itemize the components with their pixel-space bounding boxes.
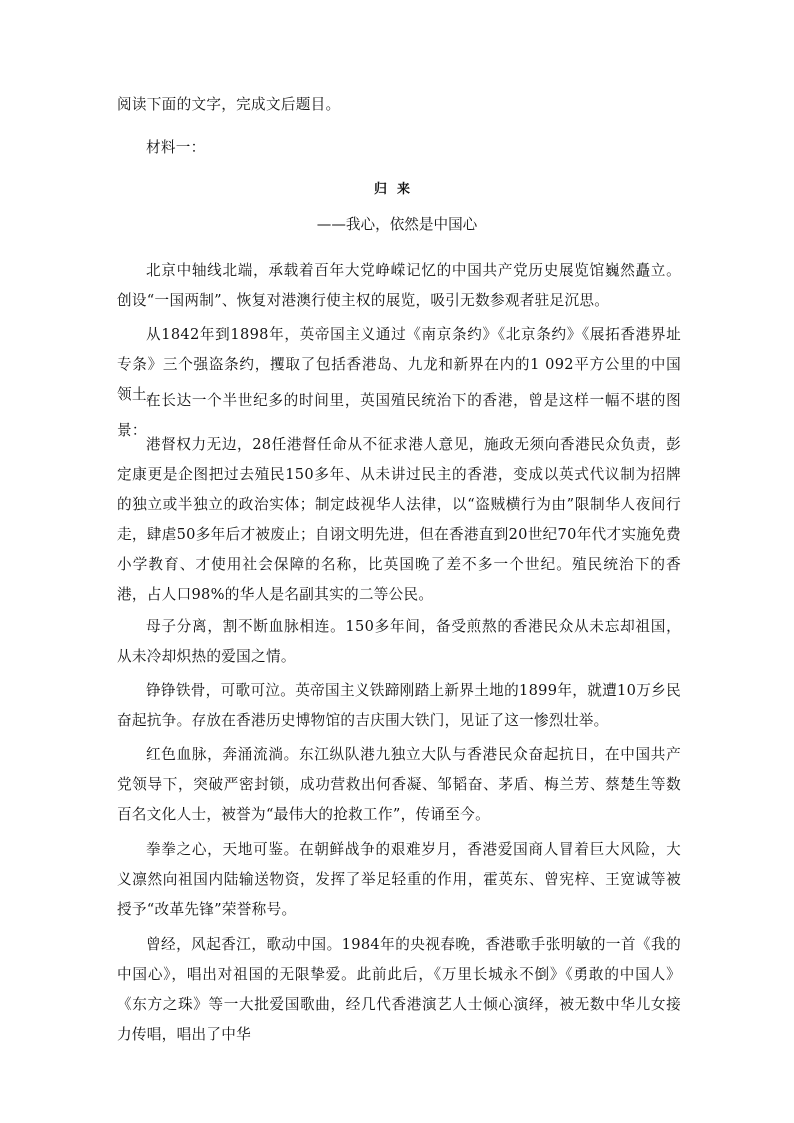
paragraph-6: 铮铮铁骨，可歌可泣。英帝国主义铁蹄刚踏上新界土地的1899年，就遭10万乡民奋起抗争。存放在香港历史博物馆的吉庆围大铁门，见证了这一惨烈壮举。 bbox=[117, 682, 681, 729]
article-title: 归来 bbox=[373, 182, 420, 197]
paragraph-9: 曾经，风起香江，歌动中国。1984年的央视春晚，香港歌手张明敏的一首《我的中国心》，唱出对祖国的无限挚爱。此前此后，《万里长城永不倒》《勇敢的中国人》《东方之珠》等一大批爱国歌曲，经几代香港演艺人士倾心演绎，被无数中华儿女接力传唱，唱出了中华 bbox=[117, 936, 681, 1043]
paragraph-1: 北京中轴线北端，承载着百年大党峥嵘记忆的中国共产党历史展览馆巍然矗立。创设“一国两制”、恢复对港澳行使主权的展览，吸引无数参观者驻足沉思。 bbox=[117, 262, 681, 309]
paragraph-4: 港督权力无边，28任港督任命从不征求港人意见，施政无须向香港民众负责，彭定康更是企图把过去殖民150多年、从未讲过民主的香港，变成以英式代议制为招牌的独立或半独立的政治实体；制定歧视华人法律，以“盗贼横行为由”限制华人夜间行走，肆虐50多年后才被废止；自诩文明先进，但在香港直到20世纪70年代才实施免费小学教育、才使用社会保障的名称，比英国晚了差不多一个世纪。殖民统治下的香港，占人口98%的华人是名副其实的二等公民。 bbox=[117, 436, 681, 603]
paragraph-5: 母子分离，割不断血脉相连。150多年间，备受煎熬的香港民众从未忘却祖国，从未冷却炽热的爱国之情。 bbox=[117, 618, 681, 665]
reading-instruction: 阅读下面的文字，完成文后题目。 bbox=[117, 96, 341, 113]
paragraph-8: 拳拳之心，天地可鉴。在朝鲜战争的艰难岁月，香港爱国商人冒着巨大风险，大义凛然向祖国内陆输送物资，发挥了举足轻重的作用，霍英东、曾宪梓、王宽诚等被授予“改革先锋”荣誉称号。 bbox=[117, 841, 681, 918]
paragraph-3: 在长达一个半世纪多的时间里，英国殖民统治下的香港，曾是这样一幅不堪的图景： bbox=[117, 392, 681, 439]
paragraph-2: 从1842年到1898年，英帝国主义通过《南京条约》《北京条约》《展拓香港界址专条》三个强盗条约，攫取了包括香港岛、九龙和新界在内的1 092平方公里的中国领土。 bbox=[117, 326, 681, 403]
material-label: 材料一： bbox=[146, 139, 206, 156]
paragraph-7: 红色血脉，奔涌流淌。东江纵队港九独立大队与香港民众奋起抗日，在中国共产党领导下，突破严密封锁，成功营救出何香凝、邹韬奋、茅盾、梅兰芳、蔡楚生等数百名文化人士，被誉为“最伟大的抢救工作”，传诵至今。 bbox=[117, 746, 681, 823]
article-subtitle: ——我心，依然是中国心 bbox=[316, 216, 478, 233]
